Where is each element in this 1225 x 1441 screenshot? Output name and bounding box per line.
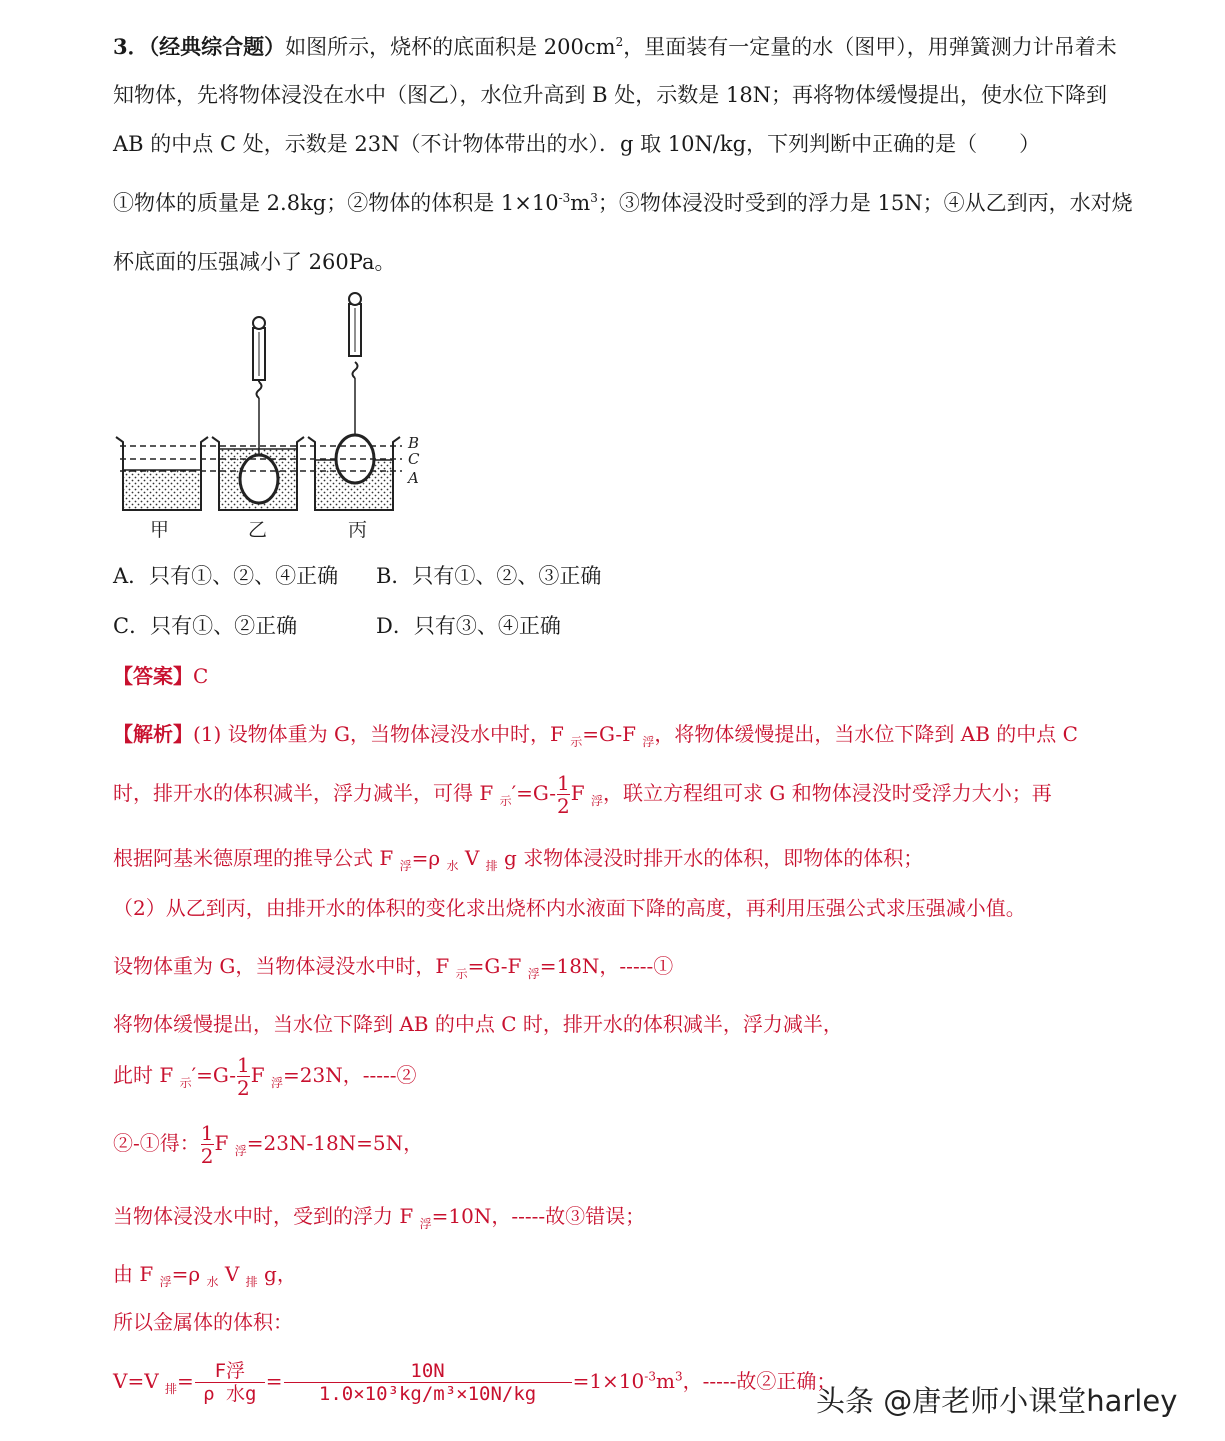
- figure-label-bing: 丙: [348, 519, 368, 541]
- analysis-line-2: 时，排开水的体积减半，浮力减半，可得 F $_示$′=G- $\frac{1}{2}$ F $_浮$，联立方程组可求 G 和物体浸没时受浮力大小；再: [113, 771, 1052, 818]
- option-a: A．只有①、②、④正确: [113, 564, 339, 588]
- fraction-half: $\frac{1}{2}$: [237, 1053, 250, 1100]
- question-line-1: 3．（经典综合题）如图所示，烧杯的底面积是 $200cm^2$，里面装有一定量的水（图甲），用弹簧测力计吊着未: [113, 34, 1117, 59]
- analysis-line-5: 设物体重为 G，当物体浸没水中时，F $_示$=G-F $_浮$=18N，-----①: [113, 954, 674, 981]
- analysis-line-10: 由 F $_浮$=ρ $_水$ V $_排$ g，: [113, 1262, 297, 1289]
- analysis-line-8: ②-①得： $\frac{1}{2}$ F $_浮$=23N-18N=5N，: [113, 1121, 424, 1168]
- figure-label-yi: 乙: [248, 519, 268, 541]
- option-d: D．只有③、④正确: [376, 614, 561, 638]
- statements-line-1: ①物体的质量是 2.8kg；②物体的体积是 $1\times 10^{-3}m^3$；③物体浸没时受到的浮力是 15N；④从乙到丙，水对烧: [113, 191, 1133, 215]
- fraction-half: $\frac{1}{2}$: [200, 1121, 214, 1168]
- volume-formula: V=V $_排$= $\frac{\text{F浮}}{\text{ρ 水g}}$ = $\frac{10N}{\text{1.0×10³kg/m³×10N/kg}}$ $=1\times 10^{-3}m^3$，-----故②正确；: [113, 1360, 837, 1405]
- watermark: 头条 @唐老师小课堂harley: [816, 1384, 1178, 1418]
- analysis-line-3: 根据阿基米德原理的推导公式 F $_浮$=ρ $_水$ V $_排$ g 求物体浸没时排开水的体积，即物体的体积；: [113, 846, 924, 873]
- question-tag: （经典综合题）: [148, 34, 286, 59]
- beaker-jia: [116, 437, 208, 510]
- question-line-3: AB 的中点 C 处，示数是 23N（不计物体带出的水）．g 取 10N/kg，下列判断中正确的是（ ）: [113, 132, 1041, 156]
- figure-label-jia: 甲: [150, 519, 170, 541]
- question-number: 3．: [113, 34, 149, 59]
- question-line-2: 知物体，先将物体浸没在水中（图乙），水位升高到 B 处，示数是 18N；再将物体缓慢提出，使水位下降到: [113, 83, 1108, 107]
- statements-line-2: 杯底面的压强减小了 260Pa。: [113, 250, 396, 274]
- fraction-buoyancy: $\frac{\text{F浮}}{\text{ρ 水g}}$: [195, 1360, 265, 1405]
- answer-label: 【答案】: [113, 664, 193, 688]
- answer: [113, 666, 208, 686]
- analysis-line-6: 将物体缓慢提出，当水位下降到 AB 的中点 C 时，排开水的体积减半，浮力减半，: [113, 1012, 843, 1036]
- analysis-line-4: （2）从乙到丙，由排开水的体积的变化求出烧杯内水液面下降的高度，再利用压强公式求压强减小值。: [113, 896, 1026, 920]
- level-label-a: A: [408, 469, 419, 487]
- beaker-figure: [110, 290, 440, 550]
- option-b: B．只有①、②、③正确: [376, 564, 602, 588]
- analysis-line-7: 此时 F $_示$′=G- $\frac{1}{2}$ F $_浮$=23N，-----②: [113, 1053, 417, 1100]
- analysis-line-11: 所以金属体的体积：: [113, 1310, 293, 1334]
- analysis-line-1: 【解析】(1) 设物体重为 G，当物体浸没水中时，F $_示$=G-F $_浮$，将物体缓慢提出，当水位下降到 AB 的中点 C: [113, 722, 1078, 749]
- analysis-line-9: 当物体浸没水中时，受到的浮力 F $_浮$=10N，-----故③错误；: [113, 1204, 646, 1231]
- fraction-half: $\frac{1}{2}$: [557, 771, 570, 818]
- fraction-numeric: $\frac{10N}{\text{1.0×10³kg/m³×10N/kg}}$: [284, 1360, 572, 1405]
- level-label-b: B: [408, 434, 420, 452]
- beaker-yi: [212, 317, 304, 510]
- option-c: C．只有①、②正确: [113, 614, 298, 638]
- beaker-bing: [308, 293, 400, 510]
- level-label-c: C: [408, 450, 420, 468]
- answer-value: C: [193, 664, 209, 688]
